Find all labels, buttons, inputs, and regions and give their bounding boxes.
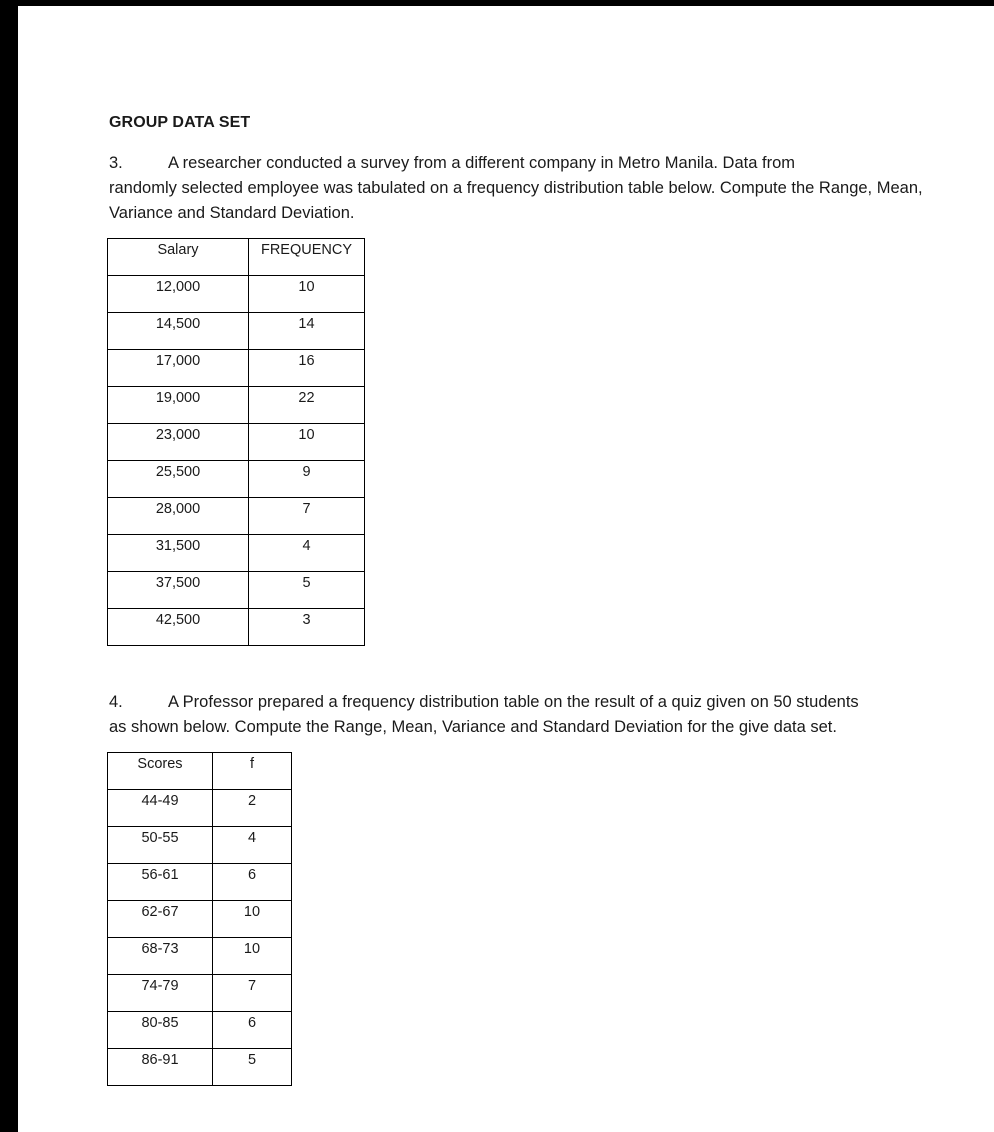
table-row: 68-73 10	[108, 938, 292, 975]
table-row: 17,000 16	[108, 350, 365, 387]
question-3-number: 3.	[109, 154, 123, 172]
table-header-row	[108, 753, 292, 790]
table-row: 23,000 10	[108, 424, 365, 461]
table-row: 25,500 9	[108, 461, 365, 498]
window-top-edge	[0, 0, 994, 6]
question-3-line1: A researcher conducted a survey from a different company in Metro Manila. Data from	[168, 154, 795, 172]
scores-header: Scores	[108, 753, 213, 790]
question-3-text	[109, 151, 929, 226]
table-row: 19,000 22	[108, 387, 365, 424]
table-row: 86-91 5	[108, 1049, 292, 1086]
table-row: 42,500 3	[108, 609, 365, 646]
frequency-header: FREQUENCY	[249, 239, 365, 276]
table-row: 37,500 5	[108, 572, 365, 609]
table-row: 12,000 10	[108, 276, 365, 313]
f-header: f	[213, 753, 292, 790]
document-heading: GROUP DATA SET	[109, 114, 251, 131]
table-row: 80-85 6	[108, 1012, 292, 1049]
table-row: 31,500 4	[108, 535, 365, 572]
question-4-rest: as shown below. Compute the Range, Mean, Variance and Standard Deviation for the give data set.	[109, 718, 837, 736]
table-row: 28,000 7	[108, 498, 365, 535]
window-left-edge	[0, 0, 18, 1132]
question-4-line1: A Professor prepared a frequency distribution table on the result of a quiz given on 50 students	[168, 693, 859, 711]
table-row: 62-67 10	[108, 901, 292, 938]
question-4-number: 4.	[109, 693, 123, 711]
table-row: 14,500 14	[108, 313, 365, 350]
salary-header: Salary	[108, 239, 249, 276]
table-row: 56-61 6	[108, 864, 292, 901]
table-row: 74-79 7	[108, 975, 292, 1012]
table-row: 50-55 4	[108, 827, 292, 864]
scores-frequency-table	[107, 752, 292, 1086]
salary-frequency-table	[107, 238, 365, 646]
question-4-text	[109, 690, 929, 740]
question-3-rest: randomly selected employee was tabulated on a frequency distribution table below. Compute the Range, Mean, Variance and Standard Deviation.	[109, 179, 923, 222]
table-header-row	[108, 239, 365, 276]
table-row: 44-49 2	[108, 790, 292, 827]
